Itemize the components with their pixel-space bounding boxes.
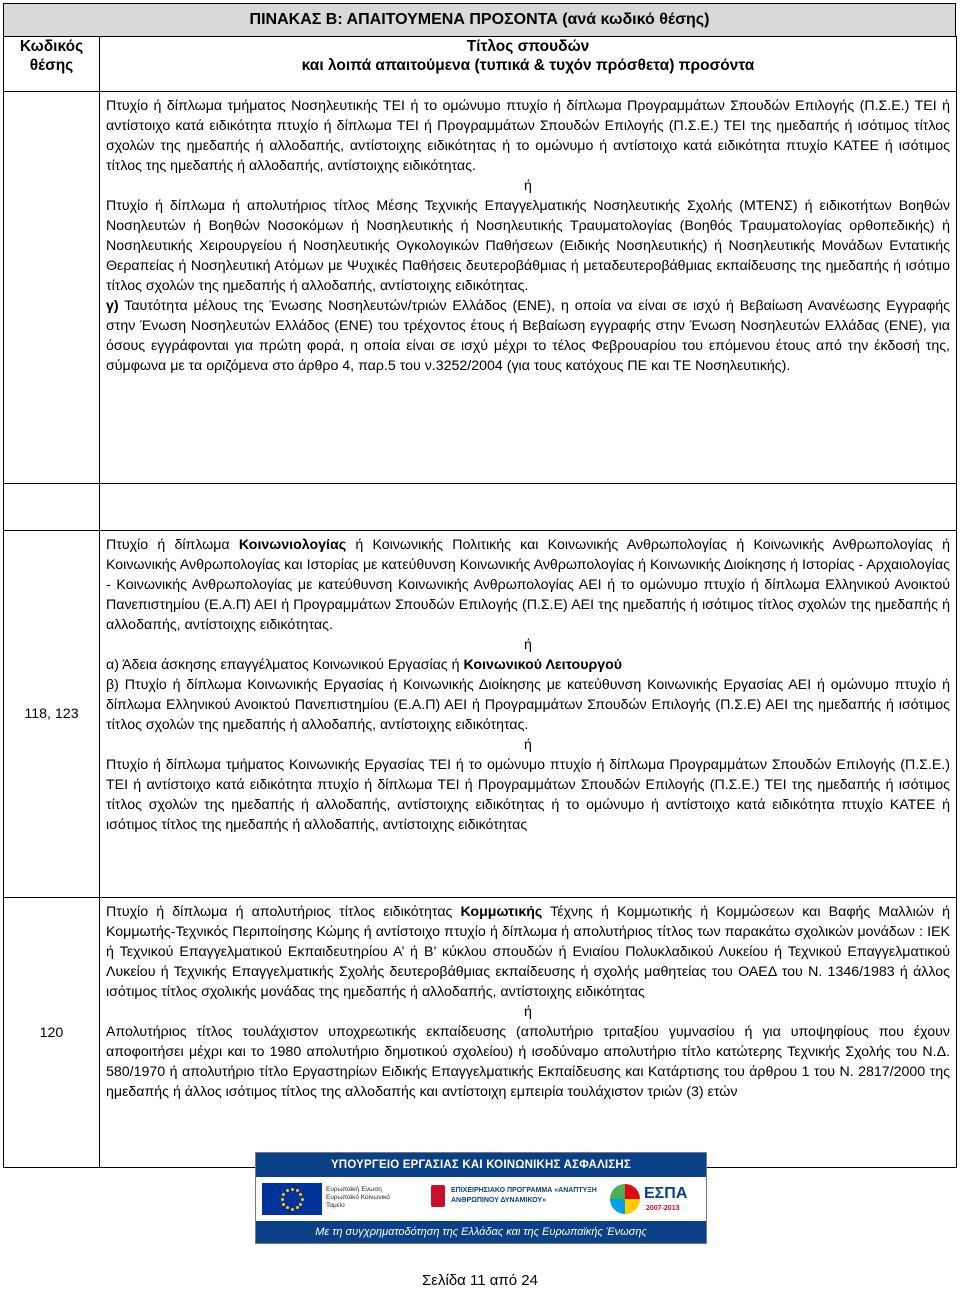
espa-years: 2007-2013 <box>646 1205 680 1212</box>
qualification-paragraph: Πτυχίο ή δίπλωμα Κοινωνιολογίας ή Κοινωνικής Πολιτικής και Κοινωνικής Ανθρωπολογίας ή Κοινωνικής Ανθρωπολογίας ή Κοινωνικής Ανθρωπολογίας και Ιστορίας με κατεύθυνση Κοινωνικής Ανθρωπολογίας ή Κοινωνικής Διοίκησης ή Ιστορίας - Αρχαιολογίας - Κοινωνικής Ανθρωπολογίας με κατεύθυνση Κοινωνικής Ανθρωπολογίας ΑΕΙ ή το ομώνυμο πτυχίο ή δίπλωμα Ελληνικού Ανοικτού Πανεπιστημίου (Ε.Α.Π) ΑΕΙ ή Προγραμμάτων Σπουδών Επιλογής (Π.Σ.Ε) ΑΕΙ της ημεδαπής ή ισότιμος τίτλος σχολών της ημεδαπής ή αλλοδαπής, αντίστοιχης ειδικότητας. <box>106 537 951 633</box>
qualifications-cell <box>100 898 957 1168</box>
table-row <box>4 92 957 484</box>
funding-logo-banner <box>255 1152 707 1244</box>
qualification-paragraph: α) Άδεια άσκησης επαγγέλματος Κοινωνικού Εργασίας ή Κοινωνικού Λειτουργού <box>106 657 623 673</box>
qualification-paragraph: Πτυχίο ή δίπλωμα τμήματος Νοσηλευτικής ΤΕΙ ή το ομώνυμο πτυχίο ή δίπλωμα Προγραμμάτων Σπουδών Επιλογής (Π.Σ.Ε.) ΤΕΙ ή αντίστοιχο κατά ειδικότητα πτυχίο ή δίπλωμα ΤΕΙ ή Προγραμμάτων Σπουδών Επιλογής (Π.Σ.Ε.) ΤΕΙ της ημεδαπής ή ισότιμος τίτλος σχολών της ημεδαπής ή αλλοδαπής, αντίστοιχης ειδικότητας ή το ομώνυμο ή αντίστοιχο κατά ειδικότητα πτυχίο ΚΑΤΕΕ ή ισότιμος τίτλος της ημεδαπής ή αλλοδαπής, αντίστοιχης ειδικότητας. <box>106 98 950 174</box>
or-separator: ή <box>524 178 532 194</box>
or-separator: ή <box>524 737 532 753</box>
eu-star-icon <box>282 1203 285 1206</box>
eu-caption: Ευρωπαϊκή Ένωση Ευρωπαϊκό Κοινωνικό Ταμείο <box>326 1186 390 1209</box>
qualifications-table <box>3 36 957 1168</box>
code-cell: 118, 123 <box>4 531 100 898</box>
table-row <box>4 898 957 1168</box>
eu-star-icon <box>286 1189 289 1192</box>
ministry-name: ΥΠΟΥΡΓΕΙΟ ΕΡΓΑΣΙΑΣ ΚΑΙ ΚΟΙΝΩΝΙΚΗΣ ΑΣΦΑΛΙΣΗΣ <box>256 1153 706 1177</box>
eu-star-icon <box>282 1193 285 1196</box>
header-code: Κωδικός θέσης <box>4 37 100 92</box>
or-separator: ή <box>524 1004 532 1020</box>
espa-circle-icon <box>610 1184 640 1214</box>
table-row <box>4 531 957 898</box>
header-qualifications: Τίτλος σπουδών και λοιπά απαιτούμενα (τυπικά & τυχόν πρόσθετα) προσόντα <box>100 37 957 92</box>
table-title: ΠΙΝΑΚΑΣ Β: ΑΠΑΙΤΟΥΜΕΝΑ ΠΡΟΣΟΝΤΑ (ανά κωδικό θέσης) <box>3 3 956 37</box>
or-separator: ή <box>524 637 532 653</box>
qualification-paragraph: Πτυχίο ή δίπλωμα ή απολυτήριος τίτλος ειδικότητας Κομμωτικής Τέχνης ή Κομμωτικής ή Κομμώσεων και Βαφής Μαλλιών ή Κομμωτής-Τεχνικός Περιποίησης Κώμης ή αντίστοιχο πτυχίο ή δίπλωμα ή απολυτήριος τίτλος των παρακάτω σχολικών μονάδων : ΙΕΚ ή Τεχνικού Επαγγελματικού Εκπαιδευτηρίου Α’ ή Β’ κύκλου σπουδών ή Ενιαίου Πολυκλαδικού Λυκείου ή Τεχνικού Επαγγελματικού Λυκείου ή Τεχνικής Επαγγελματικής Σχολής δευτεροβάθμιας εκπαίδευσης ή σχολής μαθητείας του ΟΑΕΔ του Ν. 1346/1983 ή άλλος ισότιμος τίτλος σχολικής μονάδας της ημεδαπής ή αλλοδαπής, αντίστοιχης ειδικότητας <box>106 904 950 1000</box>
eu-star-icon <box>301 1198 304 1201</box>
table-header-row <box>4 37 957 92</box>
eu-star-icon <box>291 1188 294 1191</box>
eu-flag-icon <box>262 1183 322 1215</box>
qualification-paragraph: Απολυτήριος τίτλος τουλάχιστον υποχρεωτικής εκπαίδευσης (απολυτήριο τριταξίου γυμνασίου ή για υποψηφίους που έχουν αποφοιτήσει μέχρι και το 1980 απολυτήριο δημοτικού σχολείου) ή ισοδύναμο απολυτήριο τίτλο κατώτερης Τεχνικής Σχολής του Ν.Δ. 580/1970 ή απολυτήριο τίτλο Εργαστηρίων Ειδικής Επαγγελματικής Εκπαίδευσης και Κατάρτισης του άρθρου 1 του Ν. 2817/2000 της ημεδαπής ή άλλος ισότιμος τίτλος της αλλοδαπής και αντίστοιχη εμπειρία τουλάχιστον τριών (3) ετών <box>106 1024 950 1100</box>
qualification-paragraph: Πτυχίο ή δίπλωμα ή απολυτήριος τίτλος Μέσης Τεχνικής Επαγγελματικής Νοσηλευτικής Σχολής (ΜΤΕΝΣ) ή ειδικοτήτων Βοηθών Νοσηλευτών ή Βοηθών Νοσοκόμων ή Νοσηλευτικής ή Νοσηλευτικής Τραυματολογίας (Βοηθός Τραυματολογίας ορθοπεδικής) ή Νοσηλευτικής Χειρουργείου ή Νοσηλευτικής Ογκολογικών Παθήσεων (Ειδικής Νοσηλευτικής) ή Νοσηλευτικής Μονάδων Εντατικής Θεραπείας ή Νοσηλευτική Ατόμων με Ψυχικές Παθήσεις δευτεροβάθμιας ή μεταδευτεροβάθμιας εκπαίδευσης της ημεδαπής ή ισότιμο τίτλος σχολών της ημεδαπής ή αλλοδαπής, αντίστοιχης ειδικότητας. <box>106 198 950 294</box>
qualification-paragraph: β) Πτυχίο ή δίπλωμα Κοινωνικής Εργασίας ή Κοινωνικής Διοίκησης με κατεύθυνση Κοινωνικής Εργασίας ΑΕΙ ή ομώνυμο πτυχίο ή δίπλωμα Ελληνικού Ανοικτού Πανεπιστημίου (Ε.Α.Π) ΑΕΙ ή Προγραμμάτων Σπουδών Επιλογής (Π.Σ.Ε) ΑΕΙ της ημεδαπής ή ισότιμος τίτλος σχολών της ημεδαπής ή αλλοδαπής, αντίστοιχης ειδικότητας. <box>106 677 950 733</box>
eu-star-icon <box>299 1193 302 1196</box>
qualifications-cell <box>100 531 957 898</box>
qualification-paragraph: Πτυχίο ή δίπλωμα τμήματος Κοινωνικής Εργασίας ΤΕΙ ή το ομώνυμο πτυχίο ή δίπλωμα Προγραμμάτων Σπουδών Επιλογής (Π.Σ.Ε.) ΤΕΙ ή αντίστοιχο κατά ειδικότητα πτυχίο ή δίπλωμα ΤΕΙ ή Προγραμμάτων Σπουδών Επιλογής (Π.Σ.Ε.) ΤΕΙ της ημεδαπής ή ισότιμος τίτλος σχολών της ημεδαπής ή αλλοδαπής, αντίστοιχης ειδικότητας ή το ομώνυμο ή αντίστοιχο κατά ειδικότητα πτυχίο ΚΑΤΕΕ ή ισότιμος τίτλος της ημεδαπής ή αλλοδαπής, αντίστοιχης ειδικότητας <box>106 757 950 833</box>
espa-logo <box>610 1181 698 1217</box>
code-cell <box>4 92 100 484</box>
eu-star-icon <box>291 1208 294 1211</box>
eu-star-icon <box>299 1203 302 1206</box>
qualifications-cell <box>100 92 957 484</box>
op-caption: ΕΠΙΧΕΙΡΗΣΙΑΚΟ ΠΡΟΓΡΑΜΜΑ «ΑΝΑΠΤΥΞΗ ΑΝΘΡΩΠΙΝΟΥ ΔΥΝΑΜΙΚΟΥ» <box>451 1187 597 1204</box>
page-number: Σελίδα 11 από 24 <box>422 1272 538 1289</box>
espa-label: ΕΣΠΑ <box>644 1185 688 1202</box>
eu-star-icon <box>296 1189 299 1192</box>
cofunding-caption: Με τη συγχρηματοδότηση της Ελλάδας και της Ευρωπαϊκής Ένωσης <box>256 1221 706 1243</box>
eu-star-icon <box>281 1198 284 1201</box>
code-cell: 120 <box>4 898 100 1168</box>
op-badge-icon <box>431 1185 445 1207</box>
eu-star-icon <box>296 1206 299 1209</box>
qualification-paragraph: γ) Ταυτότητα μέλους της Ένωσης Νοσηλευτών/τριών Ελλάδος (ΕΝΕ), η οποία να είναι σε ισχύ ή Βεβαίωση Ανανέωσης Εγγραφής στην Ένωση Νοσηλευτών Ελλάδος (ΕΝΕ) του τρέχοντος έτους ή Βεβαίωση εγγραφής στην Ένωση Νοσηλευτών Ελλάδας (ΕΝΕ), για όσους εγγράφονται για πρώτη φορά, η οποία είναι σε ισχύ μέχρι το τέλος Φεβρουαρίου του επόμενου έτους από την έκδοσή της, σύμφωνα με τα οριζόμενα στο άρθρο 4, παρ.5 του ν.3252/2004 (για τους κατόχους ΠΕ και ΤΕ Νοσηλευτικής). <box>106 298 950 374</box>
table-gap <box>4 484 957 531</box>
eu-star-icon <box>286 1206 289 1209</box>
